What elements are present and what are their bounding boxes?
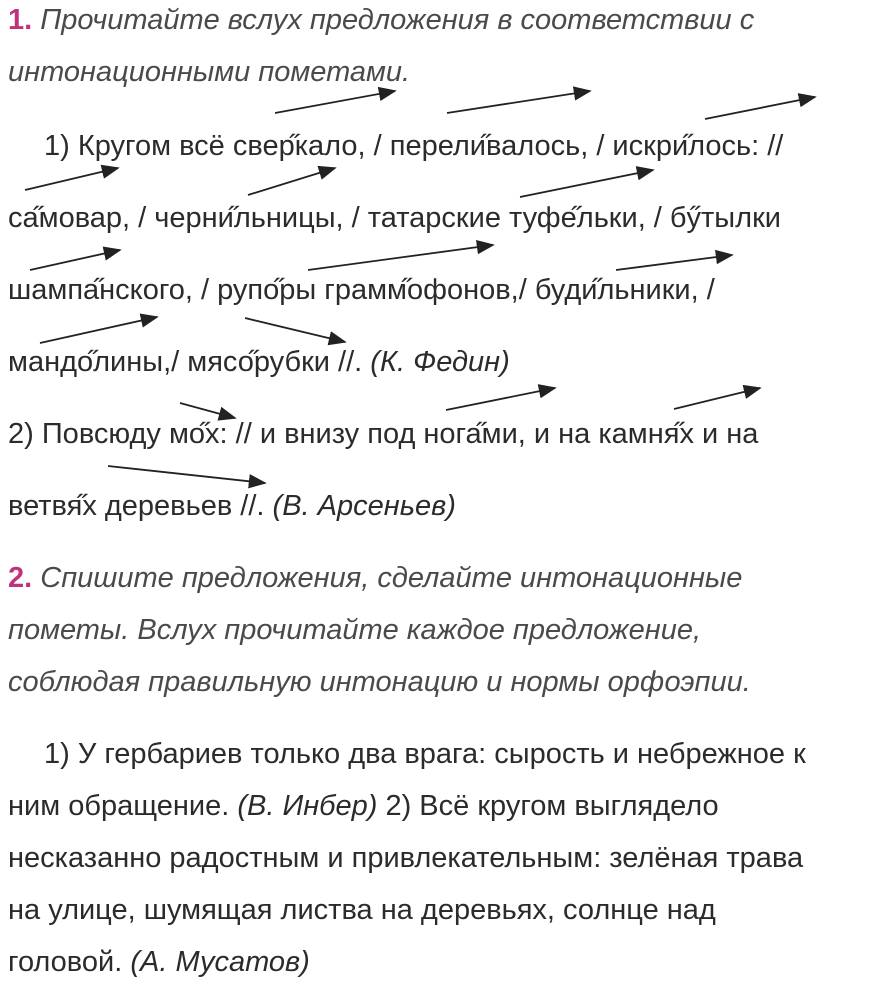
intonation-arrow	[275, 91, 395, 113]
intonation-arrow	[616, 255, 732, 270]
ex1-line4-text: мандо̋лины,/ мясо̋рубки //.	[8, 346, 363, 378]
ex3-line2-pre: ним обращение.	[8, 790, 230, 822]
ex1-line3: шампа̋нского, / рупо̋ры грамм̋офонов,/ буди̋льники, /	[8, 274, 715, 306]
ex3-author-1: (В. Инбер)	[237, 790, 378, 822]
task2-instruction-1: Спишите предложения, сделайте интонационные	[40, 562, 743, 594]
task1-instruction-1: Прочитайте вслух предложения в соответствии с	[40, 4, 755, 36]
ex3-line5-pre: головой.	[8, 946, 123, 978]
task2-instruction-2: пометы. Вслух прочитайте каждое предложение,	[8, 614, 702, 646]
intonation-arrow	[108, 466, 265, 483]
task1-heading	[8, 2, 754, 38]
intonation-arrow	[40, 317, 157, 343]
ex2-author: (В. Арсеньев)	[272, 490, 456, 522]
task2-number: 2.	[8, 562, 33, 594]
ex2-line2	[8, 488, 456, 524]
ex3-author-2: (А. Мусатов)	[130, 946, 310, 978]
intonation-arrow	[446, 388, 555, 410]
ex2-line2-text: ветвя̋х деревьев //.	[8, 490, 265, 522]
ex2-line1: 2) Повсюду мо̋х: // и внизу под нога̋ми, и на камня̋х и на	[8, 418, 759, 450]
intonation-arrow	[248, 168, 335, 195]
ex3-line2	[8, 788, 719, 824]
task1-instruction-2: интонационными пометами.	[8, 56, 411, 88]
ex1-line2: са̋мовар, / черни̋льницы, / татарские туфе̋льки, / бӳтылки	[8, 202, 781, 234]
ex1-line4	[8, 344, 510, 380]
intonation-arrow	[705, 97, 815, 119]
intonation-arrow	[520, 170, 653, 197]
intonation-arrow	[447, 91, 590, 113]
intonation-arrow	[674, 388, 760, 409]
ex3-line5	[8, 944, 310, 980]
ex3-line1: 1) У гербариев только два врага: сырость и небрежное к	[44, 738, 806, 770]
ex3-line4: на улице, шумящая листва на деревьях, солнце над	[8, 894, 716, 926]
ex3-line2-post: 2) Всё кругом выглядело	[385, 790, 719, 822]
ex1-line1: 1) Кругом всё свер̋кало, / перели̋валось, / искри̋лось: //	[44, 130, 784, 162]
task2-heading	[8, 560, 742, 596]
intonation-arrow	[245, 318, 345, 342]
ex3-line3: несказанно радостным и привлекательным: зелёная трава	[8, 842, 804, 874]
intonation-arrow	[25, 168, 118, 190]
intonation-arrow	[30, 250, 120, 270]
task2-instruction-3: соблюдая правильную интонацию и нормы орфоэпии.	[8, 666, 751, 698]
intonation-arrow	[308, 245, 493, 270]
ex1-author: (К. Федин)	[370, 346, 510, 378]
task1-number: 1.	[8, 4, 33, 36]
